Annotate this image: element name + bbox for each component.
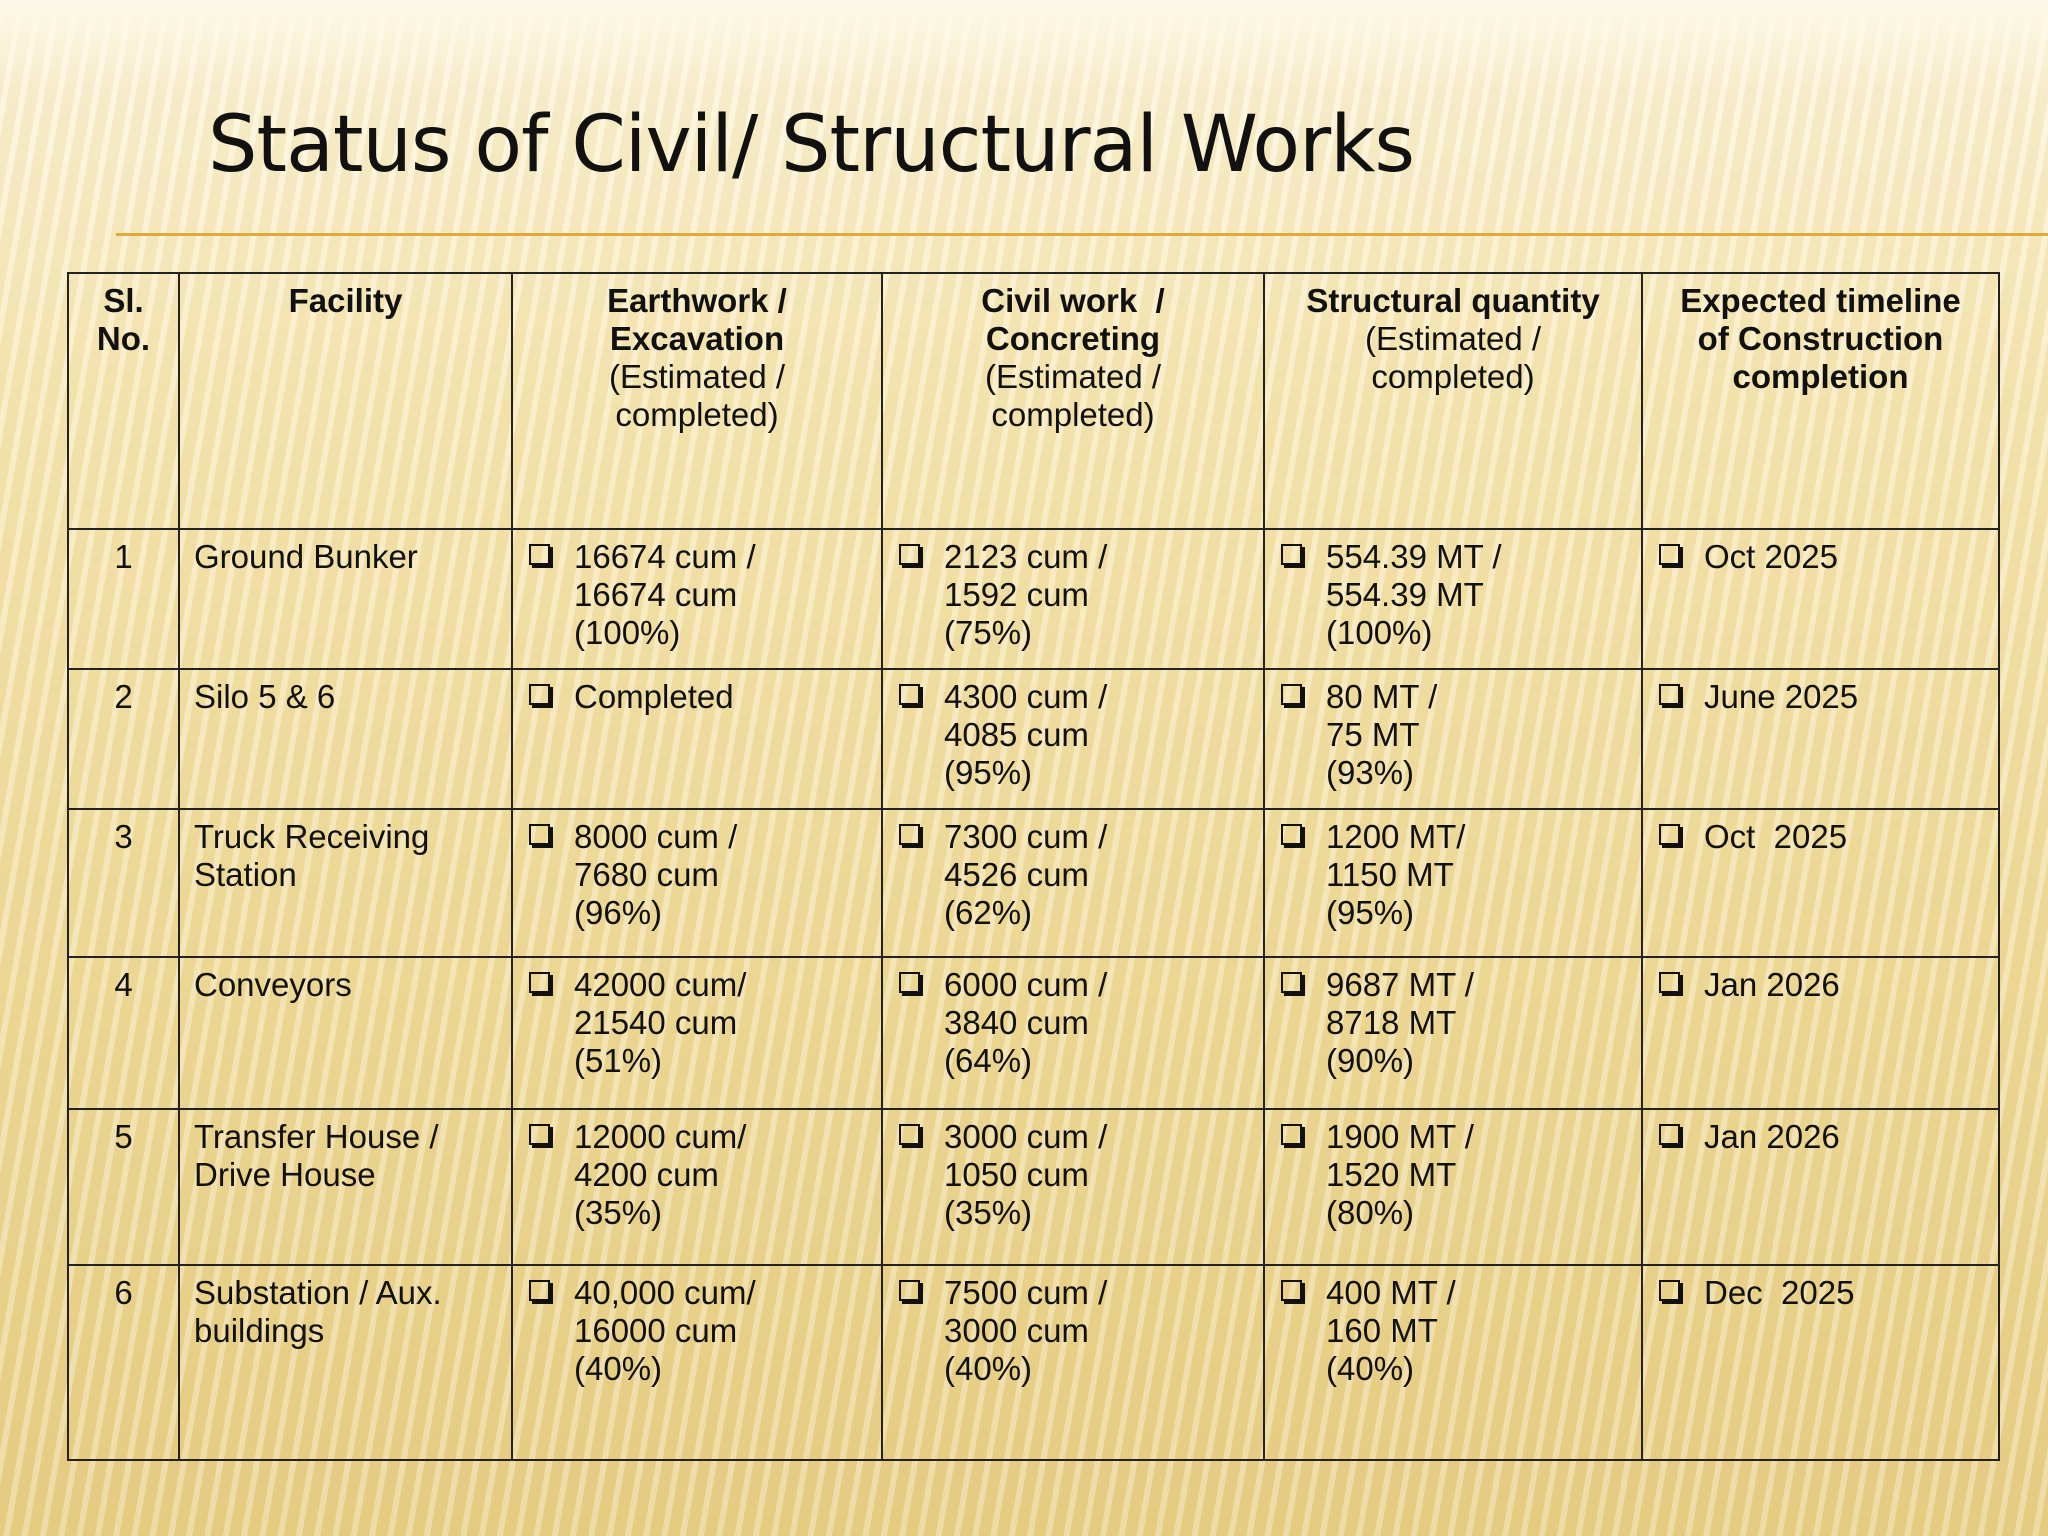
earthwork-cell [512, 669, 882, 809]
sl-no-cell: 4 [68, 957, 179, 1109]
structural-cell [1264, 529, 1642, 669]
background-fade [0, 0, 2048, 90]
civil-value: 7300 cum / 4526 cum (62%) [944, 818, 1108, 931]
header-civil-label: Civil work / Concreting [981, 282, 1165, 357]
timeline-value: Dec 2025 [1704, 1274, 1855, 1311]
earthwork-cell [512, 1109, 882, 1265]
timeline-value: June 2025 [1704, 678, 1859, 715]
checkbox-bullet-icon [1281, 1280, 1302, 1301]
facility-name: Transfer House / Drive House [194, 1118, 439, 1193]
header-facility [179, 273, 512, 529]
structural-value: 554.39 MT / 554.39 MT (100%) [1326, 538, 1502, 651]
checkbox-bullet-icon [1659, 684, 1680, 705]
header-sl [68, 273, 179, 529]
header-civil-sub: (Estimated / completed) [984, 358, 1162, 433]
timeline-cell [1642, 809, 1999, 957]
facility-cell [179, 1109, 512, 1265]
page-title: Status of Civil/ Structural Works [208, 100, 1415, 190]
facility-cell [179, 529, 512, 669]
facility-name: Ground Bunker [194, 538, 418, 575]
timeline-cell [1642, 529, 1999, 669]
timeline-cell [1642, 669, 1999, 809]
structural-cell [1264, 809, 1642, 957]
civil-cell [882, 1265, 1264, 1460]
facility-cell [179, 669, 512, 809]
checkbox-bullet-icon [1659, 1280, 1680, 1301]
header-structural-sub: (Estimated / completed) [1364, 320, 1542, 395]
civil-cell [882, 669, 1264, 809]
facility-cell [179, 809, 512, 957]
checkbox-bullet-icon [1281, 972, 1302, 993]
header-facility-label: Facility [288, 282, 403, 319]
checkbox-bullet-icon [1659, 972, 1680, 993]
checkbox-bullet-icon [1659, 824, 1680, 845]
facility-name: Silo 5 & 6 [194, 678, 336, 715]
header-civil [882, 273, 1264, 529]
sl-no-cell: 5 [68, 1109, 179, 1265]
timeline-cell [1642, 1265, 1999, 1460]
header-earthwork-label: Earthwork / Excavation [607, 282, 787, 357]
timeline-cell [1642, 957, 1999, 1109]
facility-name: Substation / Aux. buildings [194, 1274, 442, 1349]
structural-value: 9687 MT / 8718 MT (90%) [1326, 966, 1474, 1079]
title-divider [116, 233, 2048, 236]
sl-no-cell: 6 [68, 1265, 179, 1460]
facility-cell [179, 957, 512, 1109]
checkbox-bullet-icon [529, 544, 550, 565]
structural-cell [1264, 957, 1642, 1109]
earthwork-cell [512, 809, 882, 957]
checkbox-bullet-icon [1281, 824, 1302, 845]
header-structural-label: Structural quantity [1306, 282, 1600, 319]
table-row [68, 1265, 1999, 1460]
facility-cell [179, 1265, 512, 1460]
checkbox-bullet-icon [1281, 1124, 1302, 1145]
checkbox-bullet-icon [899, 544, 920, 565]
civil-value: 4300 cum / 4085 cum (95%) [944, 678, 1108, 791]
header-earthwork-sub: (Estimated / completed) [608, 358, 786, 433]
sl-no-cell: 2 [68, 669, 179, 809]
structural-value: 1900 MT / 1520 MT (80%) [1326, 1118, 1474, 1231]
timeline-cell [1642, 1109, 1999, 1265]
timeline-value: Oct 2025 [1704, 538, 1838, 575]
checkbox-bullet-icon [529, 824, 550, 845]
timeline-value: Jan 2026 [1704, 966, 1840, 1003]
checkbox-bullet-icon [899, 1124, 920, 1145]
checkbox-bullet-icon [529, 972, 550, 993]
table-row [68, 529, 1999, 669]
earthwork-value: Completed [574, 678, 734, 715]
civil-cell [882, 529, 1264, 669]
sl-no-cell: 1 [68, 529, 179, 669]
header-timeline-label: Expected timeline of Construction completion [1680, 282, 1961, 395]
earthwork-cell [512, 957, 882, 1109]
checkbox-bullet-icon [1659, 544, 1680, 565]
civil-value: 3000 cum / 1050 cum (35%) [944, 1118, 1108, 1231]
checkbox-bullet-icon [1281, 684, 1302, 705]
header-sl-label: Sl. No. [96, 282, 151, 357]
table-row [68, 809, 1999, 957]
sl-no-cell: 3 [68, 809, 179, 957]
structural-value: 80 MT / 75 MT (93%) [1326, 678, 1438, 791]
civil-value: 6000 cum / 3840 cum (64%) [944, 966, 1108, 1079]
status-table [67, 272, 2000, 1461]
earthwork-cell [512, 1265, 882, 1460]
facility-name: Conveyors [194, 966, 352, 1003]
civil-value: 7500 cum / 3000 cum (40%) [944, 1274, 1108, 1387]
earthwork-value: 16674 cum / 16674 cum (100%) [574, 538, 756, 651]
earthwork-value: 8000 cum / 7680 cum (96%) [574, 818, 738, 931]
civil-cell [882, 809, 1264, 957]
timeline-value: Oct 2025 [1704, 818, 1848, 855]
header-earthwork [512, 273, 882, 529]
checkbox-bullet-icon [1659, 1124, 1680, 1145]
structural-cell [1264, 669, 1642, 809]
table-row [68, 1109, 1999, 1265]
timeline-value: Jan 2026 [1704, 1118, 1840, 1155]
civil-value: 2123 cum / 1592 cum (75%) [944, 538, 1108, 651]
structural-cell [1264, 1265, 1642, 1460]
earthwork-value: 40,000 cum/ 16000 cum (40%) [574, 1274, 756, 1387]
header-row [68, 273, 1999, 529]
checkbox-bullet-icon [899, 824, 920, 845]
structural-value: 1200 MT/ 1150 MT (95%) [1326, 818, 1466, 931]
earthwork-cell [512, 529, 882, 669]
checkbox-bullet-icon [899, 684, 920, 705]
header-timeline [1642, 273, 1999, 529]
table-row [68, 669, 1999, 809]
header-structural [1264, 273, 1642, 529]
structural-cell [1264, 1109, 1642, 1265]
checkbox-bullet-icon [529, 1280, 550, 1301]
civil-cell [882, 957, 1264, 1109]
earthwork-value: 42000 cum/ 21540 cum (51%) [574, 966, 747, 1079]
civil-cell [882, 1109, 1264, 1265]
checkbox-bullet-icon [1281, 544, 1302, 565]
checkbox-bullet-icon [899, 972, 920, 993]
table-row [68, 957, 1999, 1109]
checkbox-bullet-icon [899, 1280, 920, 1301]
checkbox-bullet-icon [529, 1124, 550, 1145]
checkbox-bullet-icon [529, 684, 550, 705]
earthwork-value: 12000 cum/ 4200 cum (35%) [574, 1118, 747, 1231]
facility-name: Truck Receiving Station [194, 818, 430, 893]
structural-value: 400 MT / 160 MT (40%) [1326, 1274, 1456, 1387]
